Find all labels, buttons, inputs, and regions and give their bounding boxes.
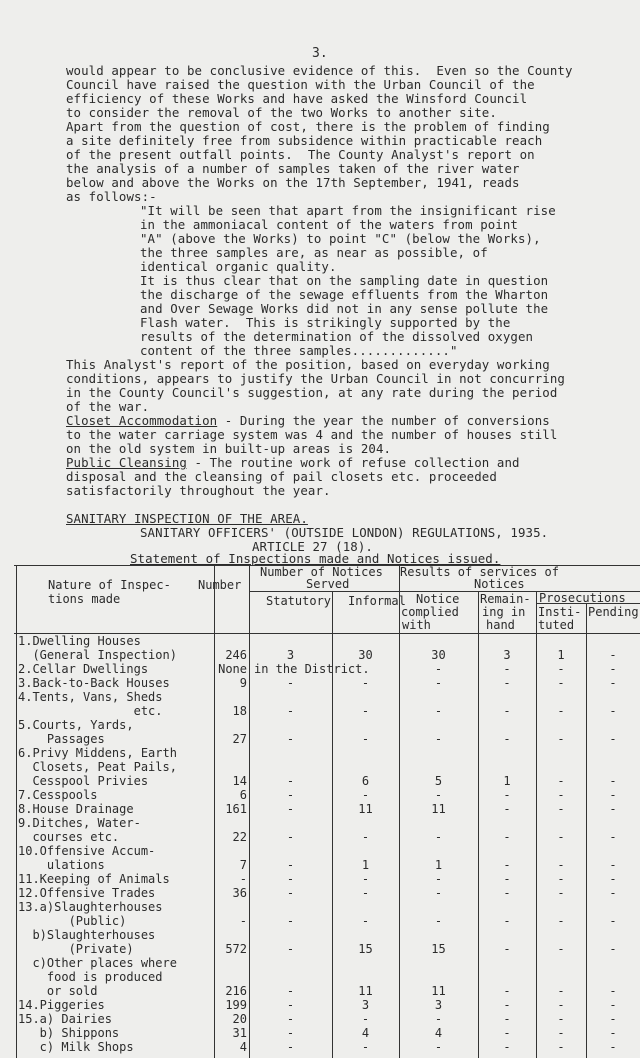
cell-pending: - [609, 872, 617, 886]
cell-pending: - [609, 942, 617, 956]
cell-remaining: - [503, 662, 511, 676]
row-label: c)Other places where [18, 956, 177, 970]
cleansing-first-line: - The routine work of refuse collection and [186, 455, 520, 470]
cell-complied: 11 [431, 984, 446, 998]
cell-complied: - [434, 732, 443, 746]
body-line: as follows:- [66, 189, 157, 204]
cell-pending: - [609, 984, 617, 998]
cell-pending: - [609, 830, 617, 844]
cell-statutory: - [286, 774, 295, 788]
cell-statutory: - [286, 886, 295, 900]
cell-informal: 11 [358, 984, 373, 998]
row-label: 13.a)Slaughterhouses [18, 900, 163, 914]
cell-instituted: - [557, 858, 565, 872]
row-label: food is produced [18, 970, 163, 984]
cell-complied: - [434, 886, 443, 900]
row-label: 10.Offensive Accum- [18, 844, 156, 858]
cell-complied: - [434, 872, 443, 886]
article-heading: ARTICLE 27 (18). [252, 539, 373, 554]
page-number: 3. [312, 46, 328, 61]
row-label: 11.Keeping of Animals [18, 872, 170, 886]
cell-number: 216 [225, 984, 247, 998]
row-label: c) Milk Shops [18, 1040, 134, 1054]
cell-statutory: - [286, 914, 295, 928]
cell-remaining: - [503, 802, 511, 816]
cell-pending: - [609, 788, 617, 802]
cell-complied: - [434, 1012, 443, 1026]
cell-remaining: - [503, 858, 511, 872]
cell-informal: - [361, 914, 370, 928]
cell-number: 246 [225, 648, 247, 662]
body-line: the analysis of a number of samples taken of the river water [66, 161, 520, 176]
inspections-table [14, 565, 640, 1058]
cell-number: 4 [239, 1040, 247, 1054]
row-label: 8.House Drainage [18, 802, 134, 816]
cell-statutory: - [286, 802, 295, 816]
cell-informal: - [361, 704, 370, 718]
cell-statutory: - [286, 872, 295, 886]
cell-pending: - [609, 648, 617, 662]
cell-pending: - [609, 774, 617, 788]
cleansing-heading: Public Cleansing [66, 455, 187, 470]
cell-instituted: - [557, 1026, 565, 1040]
body-line: It is thus clear that on the sampling date in question [140, 273, 549, 288]
body-line: of the present outfall points. The County Analyst's report on [66, 147, 535, 162]
body-line: would appear to be conclusive evidence of this. Even so the County [66, 63, 573, 78]
header-nature: tions made [48, 592, 121, 606]
row-label: 4.Tents, Vans, Sheds [18, 690, 163, 704]
cell-number: 9 [239, 676, 247, 690]
cell-instituted: - [557, 942, 565, 956]
cell-number: 7 [239, 858, 247, 872]
cell-remaining: - [503, 704, 511, 718]
cell-informal: - [361, 1012, 370, 1026]
cell-number: 27 [232, 732, 247, 746]
closet-line: to the water carriage system was 4 and the number of houses still [66, 427, 558, 442]
cell-remaining: - [503, 1040, 511, 1054]
cell-complied: 30 [431, 648, 446, 662]
cell-pending: - [609, 802, 617, 816]
cell-number: 572 [225, 942, 247, 956]
cell-informal: - [361, 788, 370, 802]
cell-pending: - [609, 914, 617, 928]
header-remaining: hand [486, 618, 515, 632]
row-label: b)Slaughterhouses [18, 928, 156, 942]
cell-instituted: - [557, 984, 565, 998]
cell-complied: 11 [431, 802, 446, 816]
row-label: 6.Privy Middens, Earth [18, 746, 177, 760]
body-line: in the County Council's suggestion, at any rate during the period [66, 385, 558, 400]
row-label: 3.Back-to-Back Houses [18, 676, 170, 690]
cleansing-line: satisfactorily throughout the year. [66, 483, 331, 498]
cell-number: 6 [239, 788, 247, 802]
row-label: etc. [18, 704, 163, 718]
header-complied: with [402, 618, 431, 632]
body-line: results of the determination of the dissolved oxygen [140, 329, 534, 344]
cell-statutory: - [286, 676, 295, 690]
cell-informal: 11 [358, 802, 373, 816]
cell-statutory: - [286, 998, 295, 1012]
header-remaining: Remain- [480, 592, 531, 606]
statement-heading: Statement of Inspections made and Notices issued. [130, 551, 501, 566]
cell-statutory: - [286, 1026, 295, 1040]
body-line: of the war. [66, 399, 150, 414]
cell-informal: 4 [361, 1026, 370, 1040]
cell-informal: 3 [361, 998, 370, 1012]
row-label: b) Shippons [18, 1026, 120, 1040]
body-line: "A" (above the Works) to point "C" (below the Works), [140, 231, 541, 246]
header-instituted: tuted [538, 618, 575, 632]
cell-informal: - [361, 1040, 370, 1054]
row-label: 7.Cesspools [18, 788, 98, 802]
body-line: identical organic quality. [140, 259, 337, 274]
body-line: the three samples are, as near as possible, of [140, 245, 488, 260]
body-line: to consider the removal of the two Works to another site. [66, 105, 497, 120]
cell-complied: - [434, 788, 443, 802]
cell-pending: - [609, 704, 617, 718]
cell-number: 18 [232, 704, 247, 718]
row-label: 14.Piggeries [18, 998, 105, 1012]
body-line: a site definitely free from subsidence within practicable reach [66, 133, 543, 148]
row-label: (Private) [18, 942, 134, 956]
body-line: conditions, appears to justify the Urban Council in not concurring [66, 371, 565, 386]
cell-complied: - [434, 704, 443, 718]
cell-remaining: - [503, 788, 511, 802]
cell-remaining: 1 [503, 774, 511, 788]
cell-statutory: - [286, 858, 295, 872]
cell-pending: - [609, 662, 617, 676]
cell-complied: 3 [434, 998, 443, 1012]
row-label: (General Inspection) [18, 648, 177, 662]
cell-pending: - [609, 1040, 617, 1054]
cell-informal: - [361, 886, 370, 900]
sanitary-heading: SANITARY INSPECTION OF THE AREA. [66, 511, 308, 526]
cell-instituted: - [557, 704, 565, 718]
cell-remaining: - [503, 872, 511, 886]
closet-line: on the old system in built-up areas is 204. [66, 441, 392, 456]
row-label: 5.Courts, Yards, [18, 718, 134, 732]
body-line: below and above the Works on the 17th September, 1941, reads [66, 175, 520, 190]
body-line: This Analyst's report of the position, based on everyday working [66, 357, 550, 372]
cell-instituted: - [557, 886, 565, 900]
header-statutory: Statutory [266, 594, 332, 608]
cell-number: 199 [225, 998, 247, 1012]
cell-informal: - [361, 872, 370, 886]
cell-informal: - [361, 732, 370, 746]
cell-instituted: - [557, 830, 565, 844]
cell-pending: - [609, 1026, 617, 1040]
header-pending: Pending [588, 606, 639, 619]
header-number: Number [198, 578, 242, 592]
cell-instituted: - [557, 914, 565, 928]
cell-remaining: - [503, 1012, 511, 1026]
row-label: Cesspool Privies [18, 774, 149, 788]
cell-informal: 15 [358, 942, 373, 956]
cell-pending: - [609, 1012, 617, 1026]
cell-pending: - [609, 886, 617, 900]
body-line: efficiency of these Works and have asked the Winsford Council [66, 91, 528, 106]
cell-instituted: - [557, 788, 565, 802]
body-line: Apart from the question of cost, there is the problem of finding [66, 119, 550, 134]
cell-instituted: - [557, 802, 565, 816]
header-results: Results of services of [400, 565, 559, 579]
cell-number: 14 [232, 774, 247, 788]
cell-instituted: - [557, 662, 565, 676]
cell-complied: - [434, 914, 443, 928]
cell-informal: 1 [361, 858, 370, 872]
header-results: Notices [474, 577, 525, 591]
header-notices-served: Number of Notices [260, 565, 383, 579]
cell-instituted: - [557, 1040, 565, 1054]
cell-remaining: - [503, 998, 511, 1012]
row-label: ulations [18, 858, 105, 872]
cell-statutory: - [286, 788, 295, 802]
body-line: the discharge of the sewage effluents from the Wharton [140, 287, 549, 302]
cell-number: 31 [232, 1026, 247, 1040]
closet-heading: Closet Accommodation [66, 413, 218, 428]
cell-informal: 30 [358, 648, 373, 662]
cell-remaining: - [503, 676, 511, 690]
body-line: content of the three samples............." [140, 343, 458, 358]
cell-complied: - [434, 676, 443, 690]
cell-remaining: - [503, 886, 511, 900]
body-line: in the ammoniacal content of the waters from point [140, 217, 518, 232]
body-line: Council have raised the question with the Urban Council of the [66, 77, 535, 92]
row-label: (Public) [18, 914, 127, 928]
cell-complied: - [434, 662, 443, 676]
row-label: 9.Ditches, Water- [18, 816, 141, 830]
header-notices-served: Served [306, 577, 350, 591]
header-informal: Informal [348, 594, 406, 608]
cell-statutory: - [286, 732, 295, 746]
cell-complied: - [434, 830, 443, 844]
row-label: courses etc. [18, 830, 120, 844]
cell-statutory: - [286, 984, 295, 998]
header-prosecutions: Prosecutions [539, 591, 626, 605]
cell-informal: - [361, 830, 370, 844]
cell-pending: - [609, 858, 617, 872]
row-label: 1.Dwelling Houses [18, 634, 141, 648]
row-label: Closets, Peat Pails, [18, 760, 177, 774]
cell-complied: 15 [431, 942, 446, 956]
header-instituted: Insti- [538, 605, 582, 619]
cell-instituted: - [557, 732, 565, 746]
row-label: Passages [18, 732, 105, 746]
closet-first-line: - During the year the number of conversions [217, 413, 550, 428]
cell-pending: - [609, 732, 617, 746]
row-label: 15.a) Dairies [18, 1012, 112, 1026]
cleansing-line: disposal and the cleansing of pail closets etc. proceeded [66, 469, 497, 484]
cell-statutory: - [286, 704, 295, 718]
cell-remaining: - [503, 830, 511, 844]
row-label: or sold [18, 984, 98, 998]
cell-statutory: in the District. [254, 662, 370, 676]
cell-number: None [218, 662, 247, 676]
cell-remaining: - [503, 732, 511, 746]
cell-instituted: - [557, 676, 565, 690]
body-line: "It will be seen that apart from the insignificant rise [140, 203, 556, 218]
cell-statutory: - [286, 942, 295, 956]
cell-informal: 6 [361, 774, 370, 788]
row-label: 2.Cellar Dwellings [18, 662, 149, 676]
row-label: 12.Offensive Trades [18, 886, 156, 900]
cell-instituted: 1 [557, 648, 565, 662]
header-nature: Nature of Inspec- [48, 578, 171, 592]
cell-complied: 5 [434, 774, 443, 788]
header-remaining: ing in [482, 605, 526, 619]
header-complied: Notice [416, 592, 460, 606]
cell-statutory: 3 [286, 648, 295, 662]
cell-statutory: - [286, 830, 295, 844]
cell-statutory: - [286, 1040, 295, 1054]
cell-complied: 1 [434, 858, 443, 872]
body-line: and Over Sewage Works did not in any sense pollute the [140, 301, 549, 316]
cleansing-paragraph [66, 456, 520, 470]
cell-number: - [239, 872, 247, 886]
cell-remaining: - [503, 942, 511, 956]
closet-paragraph [66, 414, 550, 428]
cell-pending: - [609, 676, 617, 690]
cell-number: 20 [232, 1012, 247, 1026]
cell-instituted: - [557, 774, 565, 788]
cell-number: 36 [232, 886, 247, 900]
body-line: Flash water. This is strikingly supported by the [140, 315, 511, 330]
cell-informal: - [361, 676, 370, 690]
cell-remaining: - [503, 914, 511, 928]
cell-number: 22 [232, 830, 247, 844]
cell-statutory: - [286, 1012, 295, 1026]
header-complied: complied [401, 605, 459, 619]
cell-remaining: - [503, 1026, 511, 1040]
cell-instituted: - [557, 998, 565, 1012]
cell-instituted: - [557, 872, 565, 886]
cell-remaining: 3 [503, 648, 511, 662]
cell-number: 161 [225, 802, 247, 816]
cell-complied: 4 [434, 1026, 443, 1040]
cell-instituted: - [557, 1012, 565, 1026]
regulations-heading: SANITARY OFFICERS' (OUTSIDE LONDON) REGULATIONS, 1935. [140, 525, 549, 540]
cell-number: - [239, 914, 247, 928]
cell-pending: - [609, 998, 617, 1012]
cell-remaining: - [503, 984, 511, 998]
cell-complied: - [434, 1040, 443, 1054]
